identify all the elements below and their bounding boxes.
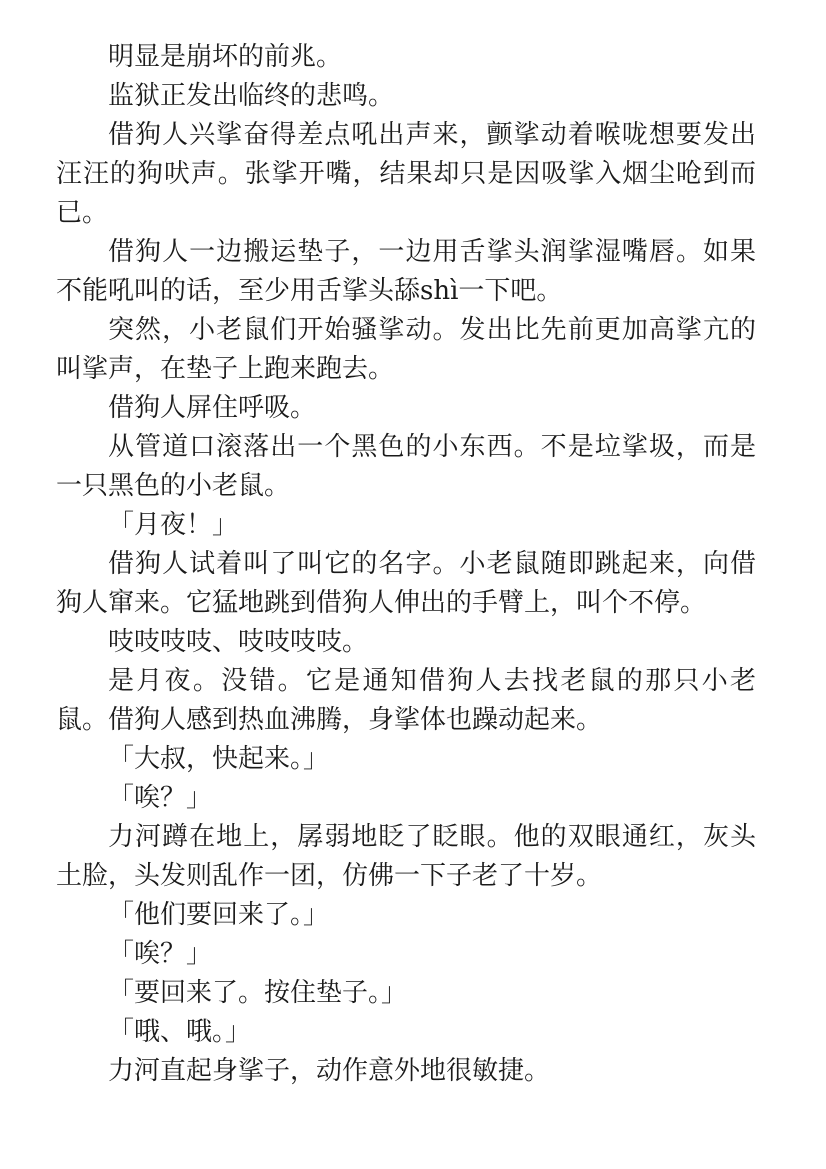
- paragraph-14: 力河蹲在地上，孱弱地眨了眨眼。他的双眼通红，灰头土脸，头发则乱作一团，仿佛一下子老了十岁。: [56, 822, 756, 891]
- book-page: [56, 38, 756, 1091]
- paragraph-7: 从管道口滚落出一个黑色的小东西。不是垃挲圾，而是一只黑色的小老鼠。: [56, 432, 756, 501]
- paragraph-11: 是月夜。没错。它是通知借狗人去找老鼠的那只小老鼠。借狗人感到热血沸腾，身挲体也躁动起来。: [56, 666, 756, 735]
- paragraph-19: 力河直起身挲子，动作意外地很敏捷。: [108, 1056, 551, 1086]
- paragraph-12: 「大叔，快起来。」: [108, 744, 330, 774]
- paragraph-3: 借狗人兴挲奋得差点吼出声来，颤挲动着喉咙想要发出汪汪的狗吠声。张挲开嘴，结果却只是因吸挲入烟尘呛到而已。: [56, 120, 756, 228]
- paragraph-8: 「月夜！」: [108, 510, 239, 540]
- paragraph-13: 「唉？」: [108, 783, 213, 813]
- paragraph-4: 借狗人一边搬运垫子，一边用舌挲头润挲湿嘴唇。如果不能吼叫的话，至少用舌挲头舔shì一下吧。: [56, 237, 756, 306]
- paragraph-5: 突然，小老鼠们开始骚挲动。发出比先前更加高挲亢的叫挲声，在垫子上跑来跑去。: [56, 315, 756, 384]
- paragraph-10: 吱吱吱吱、吱吱吱吱。: [108, 627, 369, 657]
- paragraph-9: 借狗人试着叫了叫它的名字。小老鼠随即跳起来，向借狗人窜来。它猛地跳到借狗人伸出的手臂上，叫个不停。: [56, 549, 756, 618]
- paragraph-17: 「要回来了。按住垫子。」: [108, 978, 408, 1008]
- paragraph-1: 明显是崩坏的前兆。: [108, 42, 343, 72]
- paragraph-2: 监狱正发出临终的悲鸣。: [108, 81, 395, 111]
- paragraph-18: 「哦、哦。」: [108, 1017, 252, 1047]
- paragraph-16: 「唉？」: [108, 939, 213, 969]
- paragraph-6: 借狗人屏住呼吸。: [108, 393, 317, 423]
- paragraph-15: 「他们要回来了。」: [108, 900, 330, 930]
